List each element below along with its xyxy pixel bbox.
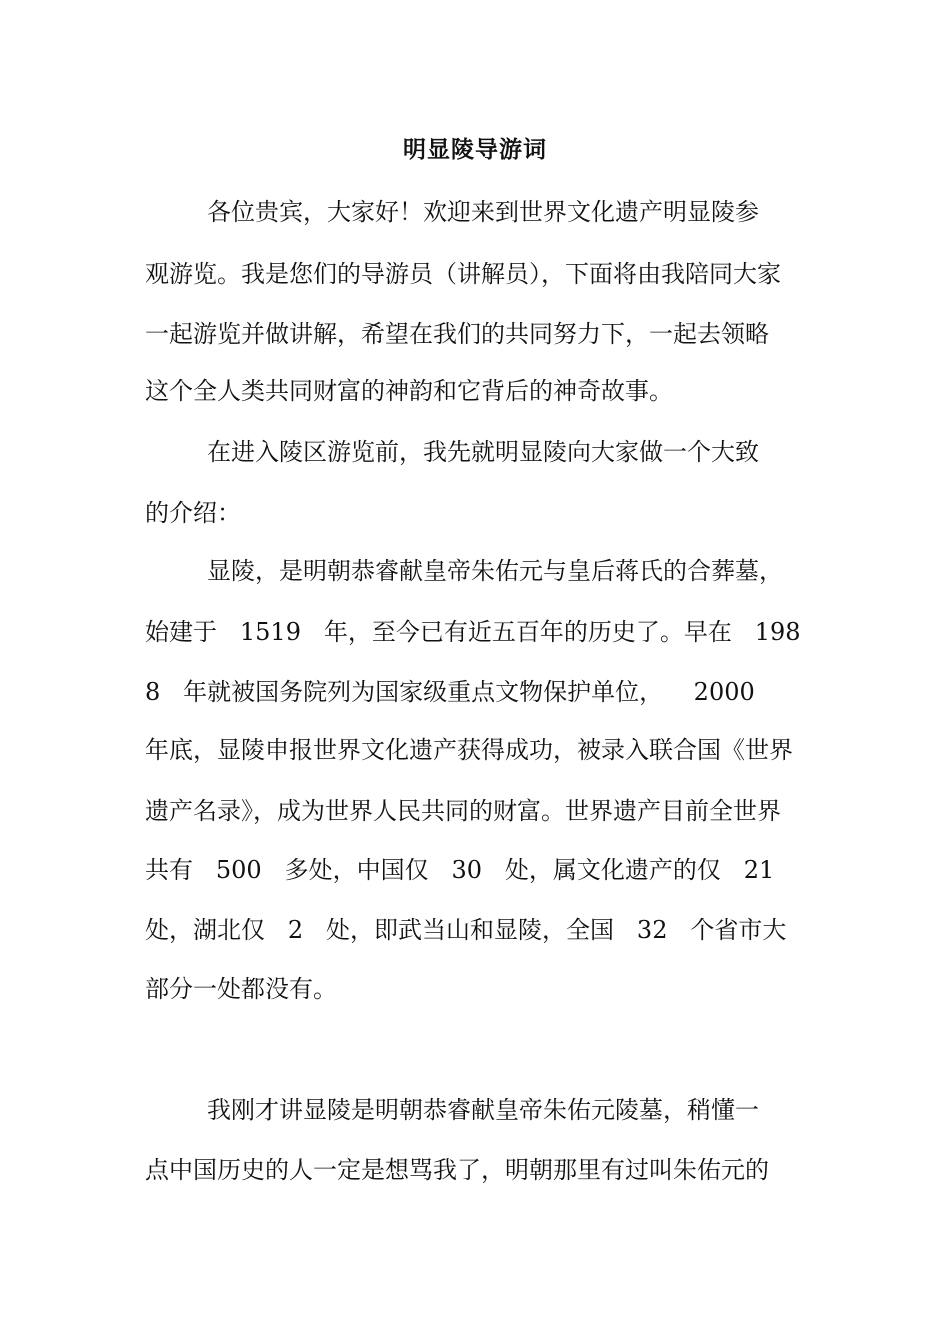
paragraph-line: 的介绍：	[145, 499, 241, 527]
paragraph-line: 共有 500 多处，中国仅 30 处，属文化遗产的仅 21	[145, 856, 775, 884]
paragraph-line: 在进入陵区游览前，我先就明显陵向大家做一个大致	[207, 438, 759, 466]
paragraph-line: 点中国历史的人一定是想骂我了，明朝那里有过叫朱佑元的	[145, 1156, 769, 1184]
paragraph-line: 年底，显陵申报世界文化遗产获得成功，被录入联合国《世界	[145, 736, 793, 764]
paragraph-line: 观游览。我是您们的导游员（讲解员），下面将由我陪同大家	[145, 260, 781, 288]
document-title: 明显陵导游词	[403, 136, 547, 163]
paragraph-line: 一起游览并做讲解，希望在我们的共同努力下，一起去领略	[145, 320, 769, 348]
paragraph-line: 处，湖北仅 2 处，即武当山和显陵，全国 32 个省市大	[145, 916, 787, 944]
paragraph-line: 遗产名录》，成为世界人民共同的财富。世界遗产目前全世界	[145, 797, 781, 825]
paragraph-line: 各位贵宾，大家好！欢迎来到世界文化遗产明显陵参	[207, 198, 759, 226]
paragraph-line: 这个全人类共同财富的神韵和它背后的神奇故事。	[145, 377, 673, 405]
paragraph-line: 8 年就被国务院列为国家级重点文物保护单位， 2000	[145, 678, 755, 706]
paragraph-line: 部分一处都没有。	[145, 975, 337, 1003]
paragraph-line: 我刚才讲显陵是明朝恭睿献皇帝朱佑元陵墓，稍懂一	[207, 1096, 759, 1124]
paragraph-line: 始建于 1519 年，至今已有近五百年的历史了。早在 198	[145, 618, 801, 646]
paragraph-line: 显陵，是明朝恭睿献皇帝朱佑元与皇后蒋氏的合葬墓，	[207, 557, 783, 585]
